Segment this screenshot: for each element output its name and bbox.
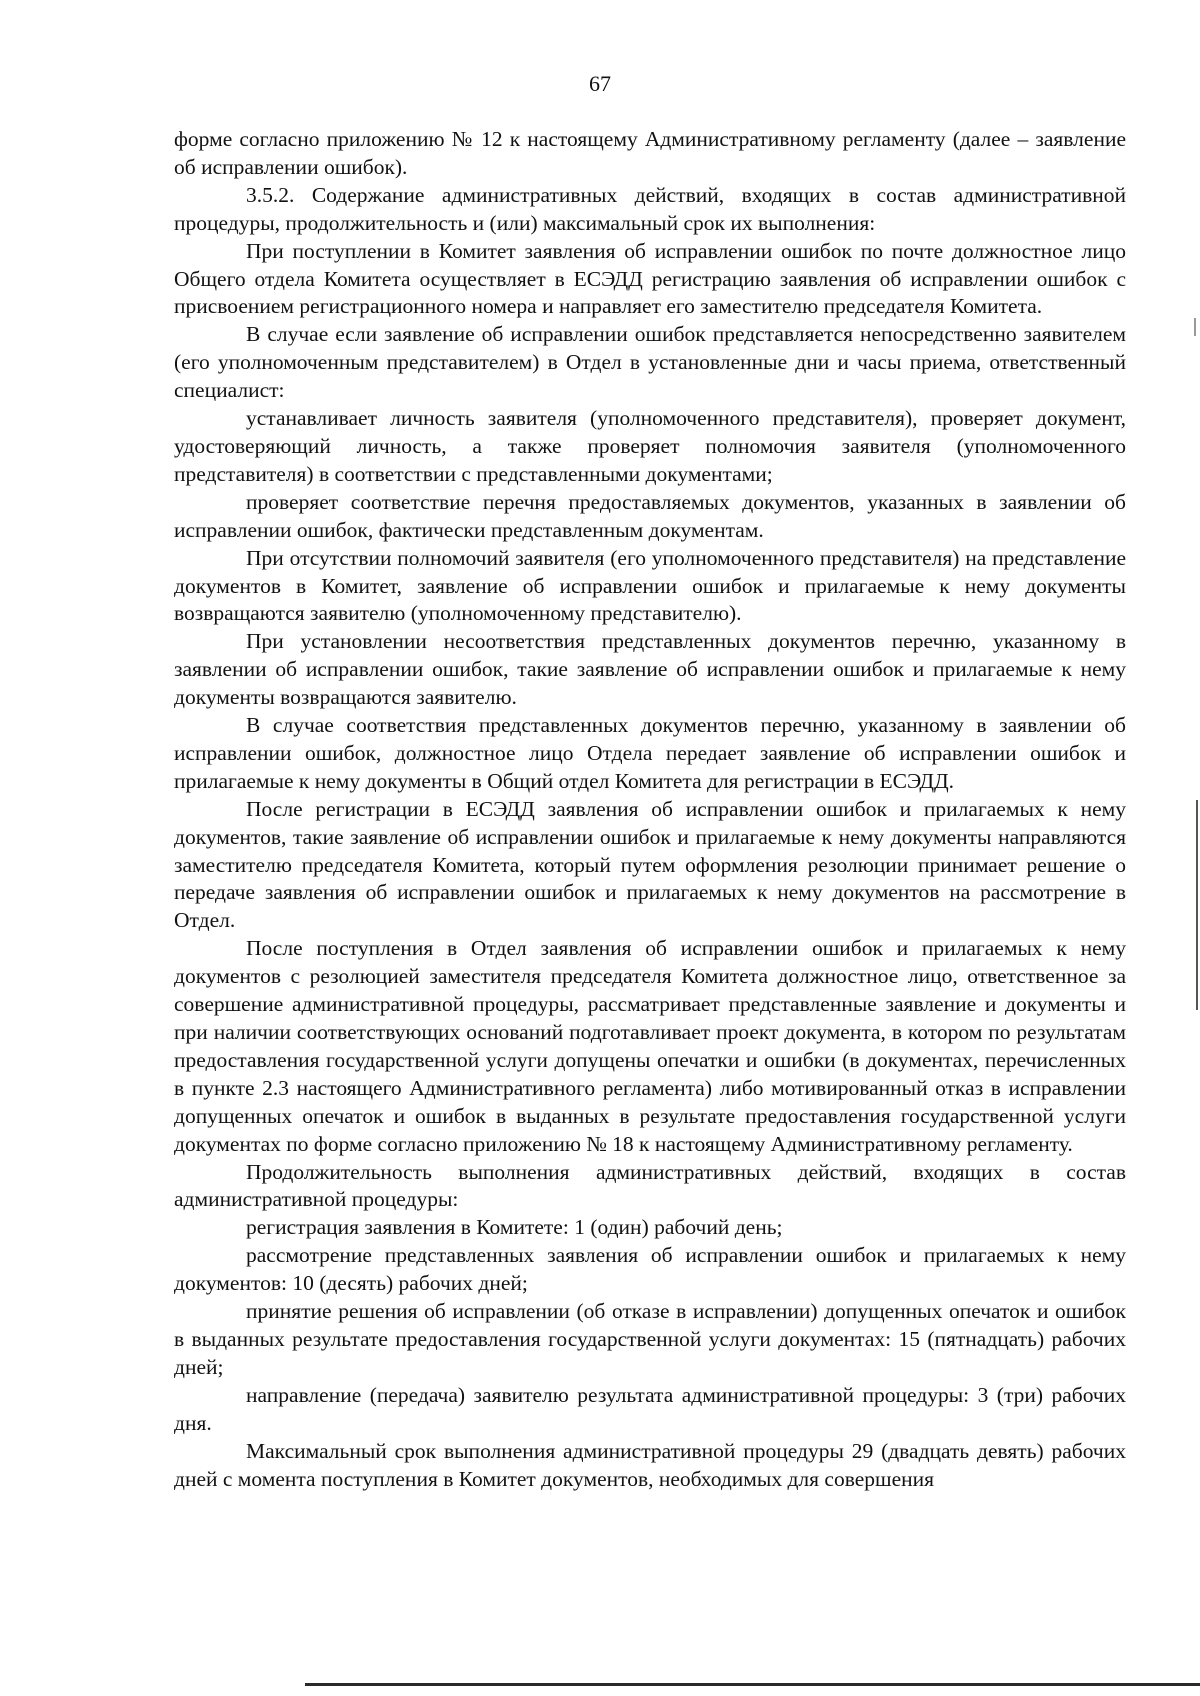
paragraph: устанавливает личность заявителя (уполномоченного представителя), проверяет документ, удостоверяющий личность, а также проверяет полномочия заявителя (уполномоченного представителя) в соответствии с представленными документами;	[174, 406, 1126, 486]
bottom-rule	[305, 1683, 1200, 1686]
paragraph: 3.5.2. Содержание административных действий, входящих в состав административной процедуры, продолжительность и (или) максимальный срок их выполнения:	[174, 182, 1126, 235]
paragraph: направление (передача) заявителю результата административной процедуры: 3 (три) рабочих дня.	[174, 1382, 1126, 1435]
paragraph: регистрация заявления в Комитете: 1 (один) рабочий день;	[246, 1215, 783, 1240]
paragraph: форме согласно приложению № 12 к настоящему Административному регламенту (далее – заявление об исправлении ошибок).	[174, 127, 1126, 179]
scan-edge-line	[1196, 800, 1198, 1010]
paragraph: После регистрации в ЕСЭДД заявления об исправлении ошибок и прилагаемых к нему документов, такие заявление об исправлении ошибок и прилагаемые к нему документы направляются заместителю председателя Комитета, который путем оформления резолюции принимает решение о передаче заявления об исправлении ошибок и прилагаемых к нему документов на рассмотрение в Отдел.	[174, 796, 1126, 933]
paragraph: рассмотрение представленных заявления об исправлении ошибок и прилагаемых к нему документов: 10 (десять) рабочих дней;	[174, 1243, 1126, 1296]
paragraph: Максимальный срок выполнения административной процедуры 29 (двадцать девять) рабочих дней с момента поступления в Комитет документов, необходимых для совершения	[174, 1438, 1126, 1491]
scan-margin-mark	[1194, 318, 1196, 336]
document-body	[174, 126, 1126, 1493]
page-number: 67	[589, 71, 611, 96]
paragraph: Продолжительность выполнения административных действий, входящих в состав административной процедуры:	[174, 1159, 1126, 1212]
paragraph: При отсутствии полномочий заявителя (его уполномоченного представителя) на представление документов в Комитет, заявление об исправлении ошибок и прилагаемые к нему документы возвращаются заявителю (уполномоченному представителю).	[174, 545, 1126, 626]
paragraph: принятие решения об исправлении (об отказе в исправлении) допущенных опечаток и ошибок в выданных результате предоставления государственной услуги документах: 15 (пятнадцать) рабочих дней;	[174, 1299, 1126, 1379]
paragraph: В случае соответствия представленных документов перечню, указанному в заявлении об исправлении ошибок, должностное лицо Отдела передает заявление об исправлении ошибок и прилагаемые к нему документы в Общий отдел Комитета для регистрации в ЕСЭДД.	[174, 713, 1126, 793]
paragraph: В случае если заявление об исправлении ошибок представляется непосредственно заявителем (его уполномоченным представителем) в Отдел в установленные дни и часы приема, ответственный специалист:	[174, 322, 1126, 403]
paragraph: При поступлении в Комитет заявления об исправлении ошибок по почте должностное лицо Общего отдела Комитета осуществляет в ЕСЭДД регистрацию заявления об исправлении ошибок с присвоением регистрационного номера и направляет его заместителю председателя Комитета.	[174, 238, 1126, 319]
paragraph: проверяет соответствие перечня предоставляемых документов, указанных в заявлении об исправлении ошибок, фактически представленным документам.	[174, 489, 1126, 542]
paragraph: После поступления в Отдел заявления об исправлении ошибок и прилагаемых к нему документов с резолюцией заместителя председателя Комитета должностное лицо, ответственное за совершение административной процедуры, рассматривает представленные заявление и документы и при наличии соответствующих оснований подготавливает проект документа, в котором по результатам предоставления государственной услуги допущены опечатки и ошибки (в документах, перечисленных в пункте 2.3 настоящего Административного регламента) либо мотивированный отказ в исправлении допущенных опечаток и ошибок в выданных в результате предоставления государственной услуги документах по форме согласно приложению № 18 к настоящему Административному регламенту.	[174, 936, 1126, 1156]
paragraph: При установлении несоответствия представленных документов перечню, указанному в заявлении об исправлении ошибок, такие заявление об исправлении ошибок и прилагаемые к нему документы возвращаются заявителю.	[174, 629, 1126, 710]
